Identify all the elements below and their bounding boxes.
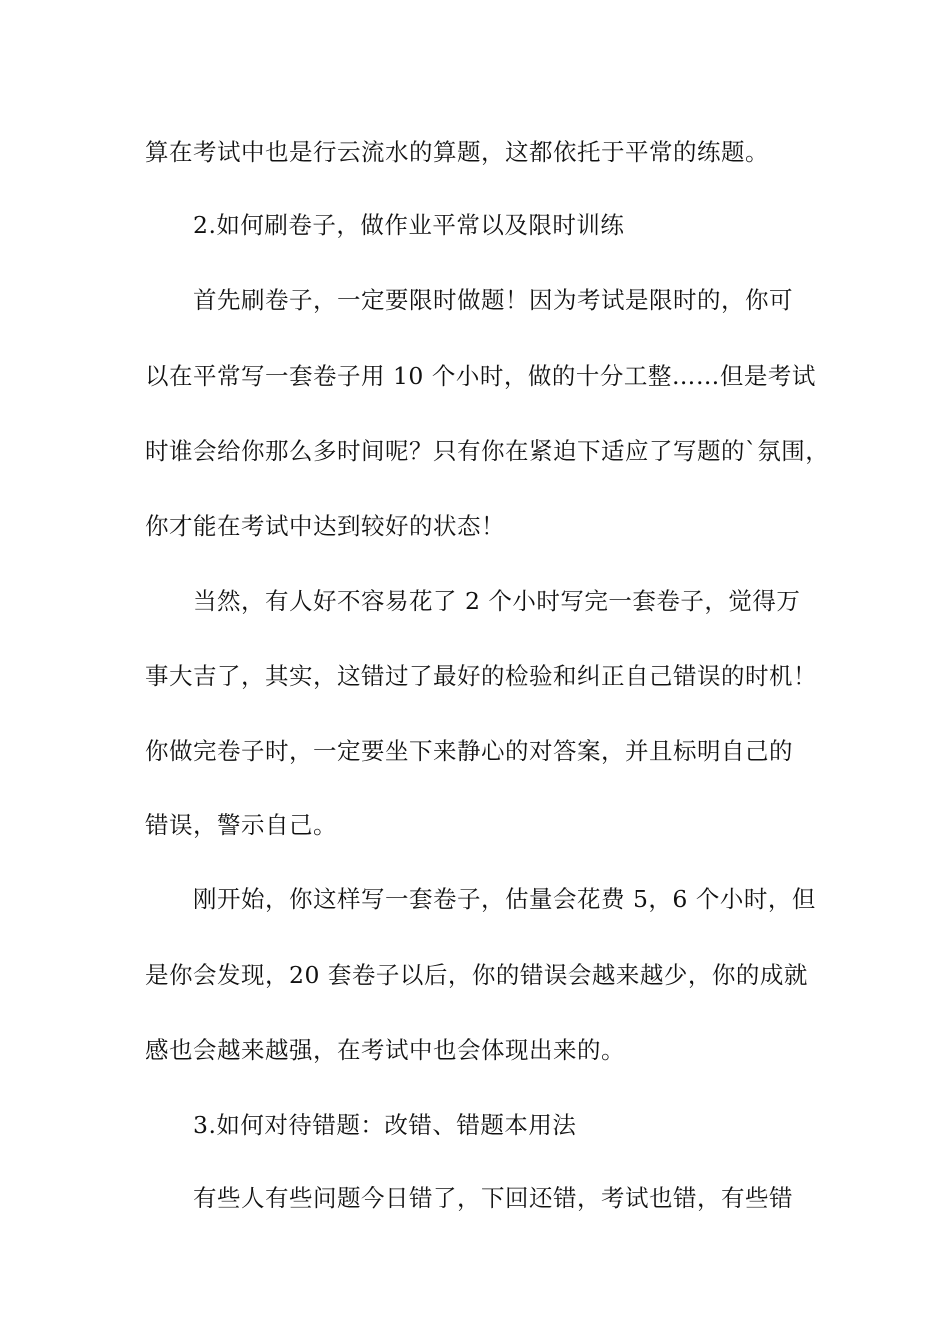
text-line: 事大吉了，其实，这错过了最好的检验和纠正自己错误的时机！ — [145, 662, 817, 690]
text-line: 算在考试中也是行云流水的算题，这都依托于平常的练题。 — [145, 138, 769, 166]
section-heading: 2.如何刷卷子，做作业平常以及限时训练 — [193, 211, 625, 239]
text-line: 有些人有些问题今日错了，下回还错，考试也错，有些错 — [193, 1184, 793, 1212]
text-line: 以在平常写一套卷子用 10 个小时，做的十分工整……但是考试 — [145, 362, 816, 390]
text-line: 你做完卷子时，一定要坐下来静心的对答案，并且标明自己的 — [145, 737, 793, 765]
text-line: 时谁会给你那么多时间呢？只有你在紧迫下适应了写题的`氛围， — [145, 437, 830, 465]
text-line: 当然，有人好不容易花了 2 个小时写完一套卷子，觉得万 — [193, 587, 801, 615]
section-heading: 3.如何对待错题：改错、错题本用法 — [193, 1111, 577, 1139]
text-line: 感也会越来越强，在考试中也会体现出来的。 — [145, 1036, 625, 1064]
text-line: 首先刷卷子，一定要限时做题！因为考试是限时的，你可 — [193, 286, 793, 314]
text-line: 刚开始，你这样写一套卷子，估量会花费 5，6 个小时，但 — [193, 885, 816, 913]
text-line: 是你会发现，20 套卷子以后，你的错误会越来越少，你的成就 — [145, 961, 808, 989]
text-line: 错误，警示自己。 — [145, 811, 337, 839]
text-line: 你才能在考试中达到较好的状态！ — [145, 512, 505, 540]
